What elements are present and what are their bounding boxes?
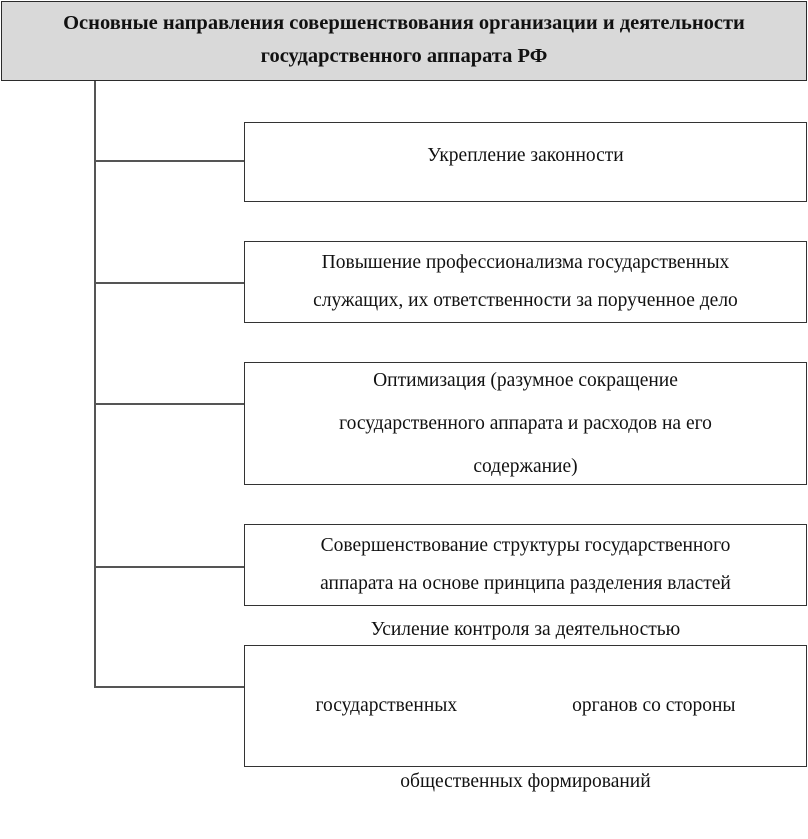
direction-text-5-line-3: общественных формирований [400, 771, 651, 792]
connector-branch-5 [94, 686, 244, 688]
connector-branch-3 [94, 403, 244, 405]
direction-text-3: Оптимизация (разумное сокращение государственного аппарата и расходов на его содержание) [339, 370, 712, 477]
direction-text-5-line-2-left: государственных [315, 695, 458, 716]
diagram-header [1, 1, 807, 81]
direction-text-5 [316, 573, 736, 839]
direction-text-4: Совершенствование структуры государственного аппарата на основе принципа разделения властей [320, 535, 731, 594]
direction-text-2: Повышение профессионализма государственных служащих, их ответственности за порученное дело [313, 252, 738, 311]
direction-box-5 [244, 619, 807, 792]
direction-box-2 [244, 241, 807, 323]
direction-box-3 [244, 362, 807, 485]
connector-trunk [94, 81, 96, 687]
direction-text-5-line-2-right: органов со стороны [572, 695, 736, 716]
direction-text-5-line-2 [316, 687, 736, 725]
diagram-title: Основные направления совершенствования организации и деятельности государственного аппарата РФ [63, 12, 745, 67]
direction-text-5-line-1: Усиление контроля за деятельностью [370, 619, 681, 640]
connector-branch-4 [94, 566, 244, 568]
direction-text-1: Укрепление законности [427, 145, 624, 166]
direction-box-1 [244, 122, 807, 202]
connector-branch-1 [94, 160, 244, 162]
connector-branch-2 [94, 282, 244, 284]
